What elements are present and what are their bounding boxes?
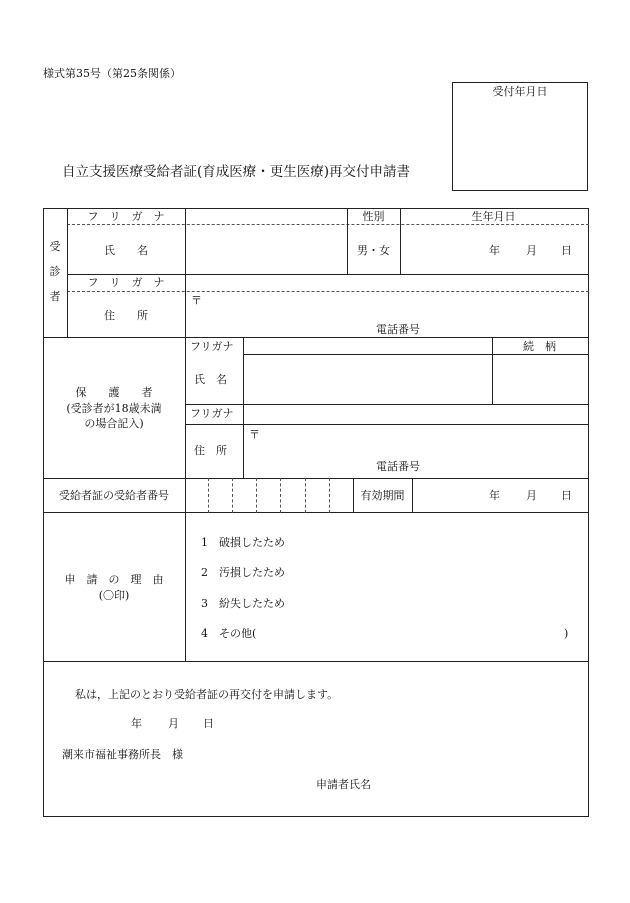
reception-date-label: 受付年月日	[492, 85, 548, 98]
certificate-number-input[interactable]	[186, 479, 352, 512]
patient-furigana-label: フ リ ガ ナ	[87, 210, 165, 223]
dob-day: 日	[561, 244, 572, 257]
declaration-year: 年	[131, 717, 142, 730]
patient-section-label-2: 診	[49, 265, 61, 278]
divider	[412, 478, 413, 513]
dob-label: 生年月日	[471, 210, 516, 223]
declaration-month: 月	[168, 717, 179, 730]
validity-year: 年	[489, 489, 500, 502]
relationship-input[interactable]	[493, 355, 586, 403]
sex-options[interactable]: 男・女	[357, 244, 390, 257]
form-number: 様式第35号（第25条関係）	[43, 67, 181, 80]
reason-option-4[interactable]: 4 その他(	[201, 627, 257, 640]
divider	[185, 424, 589, 425]
validity-month: 月	[526, 489, 537, 502]
validity-day: 日	[561, 489, 572, 502]
dashed-divider	[67, 291, 589, 292]
reason-other-close: )	[564, 627, 569, 640]
patient-furigana-input[interactable]	[186, 209, 346, 223]
patient-section-label-1: 受	[49, 240, 61, 253]
guardian-furigana-label: フリガナ	[190, 340, 234, 353]
form-title: 自立支援医療受給者証(育成医療・更生医療)再交付申請書	[62, 164, 411, 180]
guardian-name-label: 氏 名	[194, 373, 227, 386]
guardian-address-furigana-input[interactable]	[244, 405, 586, 423]
dashed-divider	[67, 224, 589, 225]
declaration-statement: 私は，上記のとおり受給者証の再交付を申請します。	[75, 688, 339, 701]
relationship-label: 続 柄	[523, 340, 556, 353]
dob-year: 年	[489, 244, 500, 257]
declaration-day: 日	[203, 717, 214, 730]
dob-month: 月	[526, 244, 537, 257]
divider	[43, 512, 589, 513]
patient-address-label: 住 所	[104, 309, 148, 322]
applicant-name-input[interactable]	[378, 774, 578, 794]
reason-option-1[interactable]: 1 破損したため	[201, 536, 285, 549]
certificate-number-label: 受給者証の受給者番号	[59, 489, 169, 502]
guardian-address-input[interactable]	[263, 426, 585, 458]
patient-address-furigana-input[interactable]	[186, 276, 586, 290]
reception-date-box[interactable]	[452, 82, 588, 191]
guardian-section-note-1: (受診者が18歳未満	[66, 402, 162, 415]
guardian-section-label: 保 護 者	[75, 386, 153, 399]
sex-label: 性別	[362, 210, 385, 223]
patient-postal-mark: 〒	[191, 294, 202, 307]
validity-label: 有効期間	[360, 489, 405, 502]
guardian-name-input[interactable]	[244, 355, 491, 403]
addressee: 潮来市福祉事務所長 様	[62, 748, 183, 761]
patient-address-input[interactable]	[205, 293, 585, 321]
reason-note: (〇印)	[98, 589, 130, 602]
reason-option-3[interactable]: 3 紛失したため	[201, 597, 285, 610]
patient-address-furigana-label: フ リ ガ ナ	[87, 276, 165, 289]
guardian-address-label: 住 所	[194, 444, 227, 457]
reason-label: 申 請 の 理 由	[64, 573, 164, 586]
guardian-postal-mark: 〒	[249, 428, 260, 441]
patient-name-label: 氏 名	[104, 244, 148, 257]
guardian-furigana-input[interactable]	[244, 338, 491, 353]
divider	[43, 661, 589, 662]
guardian-section-note-2: の場合記入)	[84, 417, 144, 430]
reason-option-2[interactable]: 2 汚損したため	[201, 566, 285, 579]
reason-other-input[interactable]	[272, 625, 560, 641]
applicant-name-label: 申請者氏名	[316, 778, 371, 791]
patient-phone-label: 電話番号	[376, 323, 420, 336]
guardian-phone-label: 電話番号	[376, 460, 420, 473]
divider	[67, 274, 589, 275]
patient-section-label-3: 者	[49, 290, 61, 303]
patient-name-input[interactable]	[186, 226, 346, 273]
guardian-address-furigana-label: フリガナ	[190, 407, 234, 420]
